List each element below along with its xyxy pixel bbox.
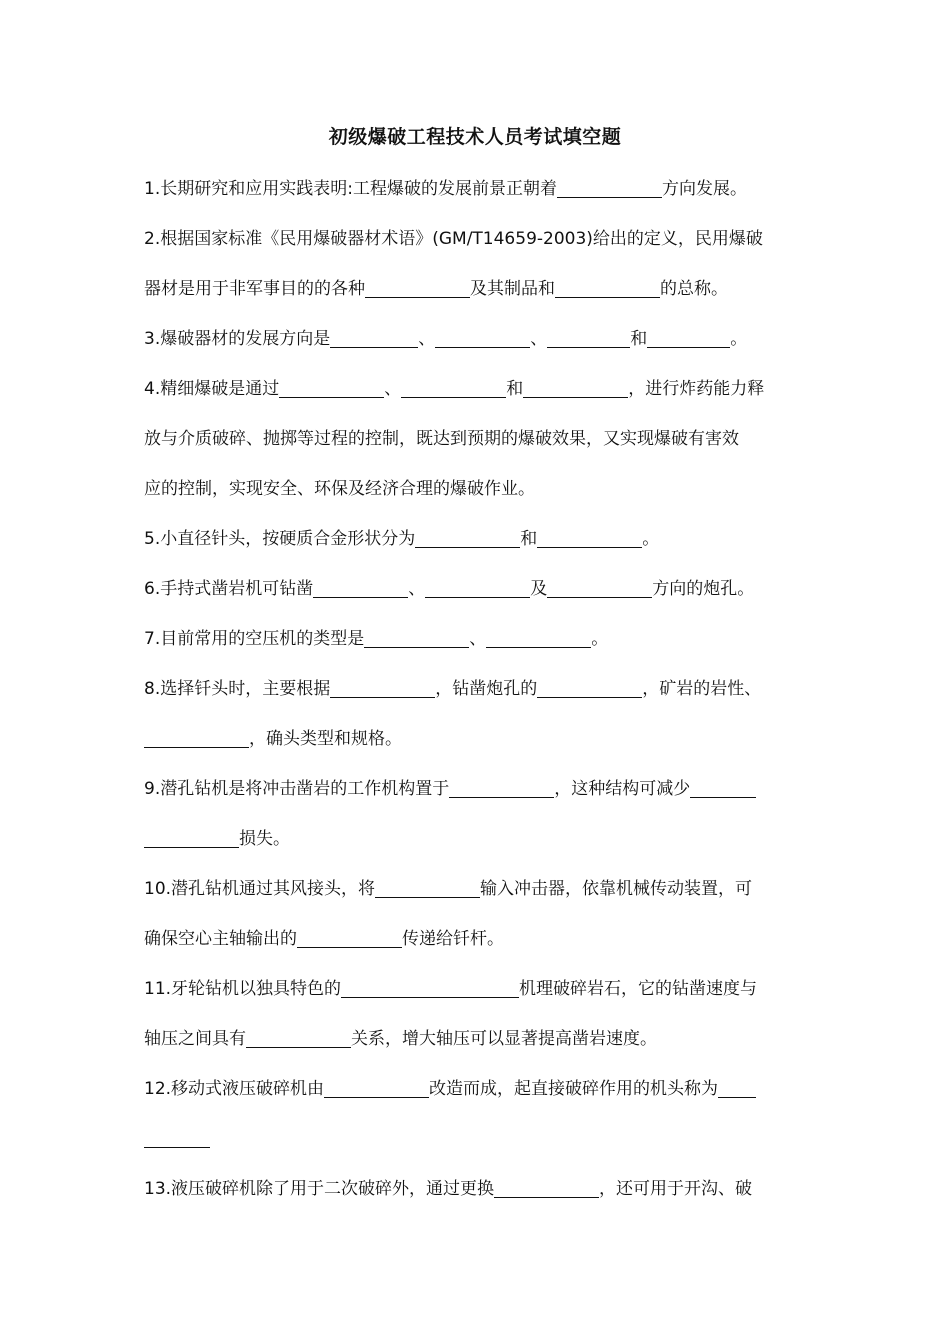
answer-blank[interactable]: [537, 679, 642, 698]
question-11-line-1: [144, 976, 808, 1002]
answer-blank[interactable]: [449, 779, 554, 798]
question-12-text-a: 12.移动式液压破碎机由: [144, 1079, 325, 1099]
answer-blank[interactable]: [144, 729, 249, 748]
question-4-line-1: [144, 376, 808, 402]
question-2-line-1: [144, 226, 808, 252]
answer-blank[interactable]: [330, 679, 435, 698]
answer-blank[interactable]: [435, 329, 530, 348]
question-4-and: 和: [506, 379, 524, 399]
question-11-text-c: 轴压之间具有: [144, 1029, 246, 1049]
question-13-text-a: 13.液压破碎机除了用于二次破碎外，通过更换: [144, 1179, 495, 1199]
question-8-text-c: ，矿岩的岩性、: [642, 679, 762, 699]
question-8-line-2: [144, 726, 808, 752]
question-8-text-a: 8.选择钎头时，主要根据: [144, 679, 331, 699]
answer-blank[interactable]: [279, 379, 384, 398]
question-9-text-b: ，这种结构可减少: [554, 779, 691, 799]
answer-blank[interactable]: [324, 1079, 429, 1098]
question-13-line-1: [144, 1176, 808, 1202]
separator: 、: [408, 579, 426, 599]
separator: 、: [469, 629, 487, 649]
question-1: [144, 176, 808, 202]
question-1-text-a: 1.长期研究和应用实践表明:工程爆破的发展前景正朝着: [144, 179, 557, 199]
question-6: [144, 576, 808, 602]
separator: 、: [384, 379, 402, 399]
answer-blank[interactable]: [486, 629, 591, 648]
answer-blank[interactable]: [425, 579, 530, 598]
answer-blank[interactable]: [365, 279, 470, 298]
question-7-text-a: 7.目前常用的空压机的类型是: [144, 629, 365, 649]
question-10-text-a: 10.潜孔钻机通过其风接头，将: [144, 879, 376, 899]
question-4-text-2: 放与介质破碎、抛掷等过程的控制，既达到预期的爆破效果，又实现爆破有害效: [144, 429, 739, 449]
question-2-text-b: 及其制品和: [470, 279, 555, 299]
answer-blank[interactable]: [547, 579, 652, 598]
question-9-text-a: 9.潜孔钻机是将冲击凿岩的工作机构置于: [144, 779, 450, 799]
question-11-text-a: 11.牙轮钻机以独具特色的: [144, 979, 342, 999]
question-13-text-b: ，还可用于开沟、破: [599, 1179, 753, 1199]
answer-blank[interactable]: [297, 929, 402, 948]
question-6-text-b: 方向的炮孔。: [652, 579, 755, 599]
question-12-line-2: [144, 1126, 808, 1152]
question-7: [144, 626, 808, 652]
question-5-end: 。: [642, 529, 660, 549]
question-11-text-d: 关系，增大轴压可以显著提高凿岩速度。: [351, 1029, 657, 1049]
question-3-text-a: 3.爆破器材的发展方向是: [144, 329, 331, 349]
separator: 、: [530, 329, 548, 349]
question-4-text-3: 应的控制，实现安全、环保及经济合理的爆破作业。: [144, 479, 535, 499]
answer-blank[interactable]: [341, 979, 519, 998]
question-6-and: 及: [530, 579, 548, 599]
answer-blank[interactable]: [144, 1129, 210, 1148]
question-5-and: 和: [520, 529, 538, 549]
answer-blank[interactable]: [330, 329, 418, 348]
question-4-text-b: ，进行炸药能力释: [628, 379, 765, 399]
question-10-text-d: 传递给钎杆。: [402, 929, 504, 949]
page-title: 初级爆破工程技术人员考试填空题: [328, 126, 622, 148]
answer-blank[interactable]: [718, 1079, 756, 1098]
question-4-line-3: [144, 476, 808, 502]
question-6-text-a: 6.手持式凿岩机可钻凿: [144, 579, 314, 599]
question-10-text-b: 输入冲击器，依靠机械传动装置，可: [480, 879, 753, 899]
question-2-text-c: 的总称。: [660, 279, 728, 299]
question-5: [144, 526, 808, 552]
question-9-text-2: 损失。: [239, 829, 290, 849]
question-4-text-a: 4.精细爆破是通过: [144, 379, 280, 399]
question-2-text-a: 器材是用于非军事目的的各种: [144, 279, 365, 299]
question-3-end: 。: [730, 329, 748, 349]
answer-blank[interactable]: [690, 779, 756, 798]
question-10-line-1: [144, 876, 808, 902]
question-1-text-b: 方向发展。: [661, 179, 747, 199]
answer-blank[interactable]: [401, 379, 506, 398]
question-10-line-2: [144, 926, 808, 952]
question-8-text-2: ，确头类型和规格。: [249, 729, 402, 749]
question-12-text-b: 改造而成，起直接破碎作用的机头称为: [429, 1079, 719, 1099]
answer-blank[interactable]: [647, 329, 730, 348]
answer-blank[interactable]: [375, 879, 480, 898]
answer-blank[interactable]: [537, 529, 642, 548]
question-7-end: 。: [591, 629, 609, 649]
question-4-line-2: [144, 426, 808, 452]
question-12-line-1: [144, 1076, 808, 1102]
question-3: [144, 326, 808, 352]
question-5-text-a: 5.小直径针头，按硬质合金形状分为: [144, 529, 416, 549]
answer-blank[interactable]: [555, 279, 660, 298]
answer-blank[interactable]: [246, 1029, 351, 1048]
answer-blank[interactable]: [557, 179, 662, 198]
question-9-line-2: [144, 826, 808, 852]
question-9-line-1: [144, 776, 808, 802]
answer-blank[interactable]: [523, 379, 628, 398]
answer-blank[interactable]: [364, 629, 469, 648]
question-8-line-1: [144, 676, 808, 702]
question-2-line-2: [144, 276, 808, 302]
answer-blank[interactable]: [494, 1179, 599, 1198]
question-10-text-c: 确保空心主轴输出的: [144, 929, 297, 949]
separator: 、: [418, 329, 436, 349]
answer-blank[interactable]: [415, 529, 520, 548]
answer-blank[interactable]: [547, 329, 630, 348]
question-8-text-b: ，钻凿炮孔的: [435, 679, 538, 699]
question-11-line-2: [144, 1026, 808, 1052]
question-2-text-1: 2.根据国家标准《民用爆破器材术语》(GM/T14659-2003)给出的定义，民用爆破: [144, 229, 763, 249]
question-11-text-b: 机理破碎岩石，它的钻凿速度与: [519, 979, 758, 999]
question-3-and: 和: [630, 329, 648, 349]
answer-blank[interactable]: [313, 579, 408, 598]
answer-blank[interactable]: [144, 829, 239, 848]
